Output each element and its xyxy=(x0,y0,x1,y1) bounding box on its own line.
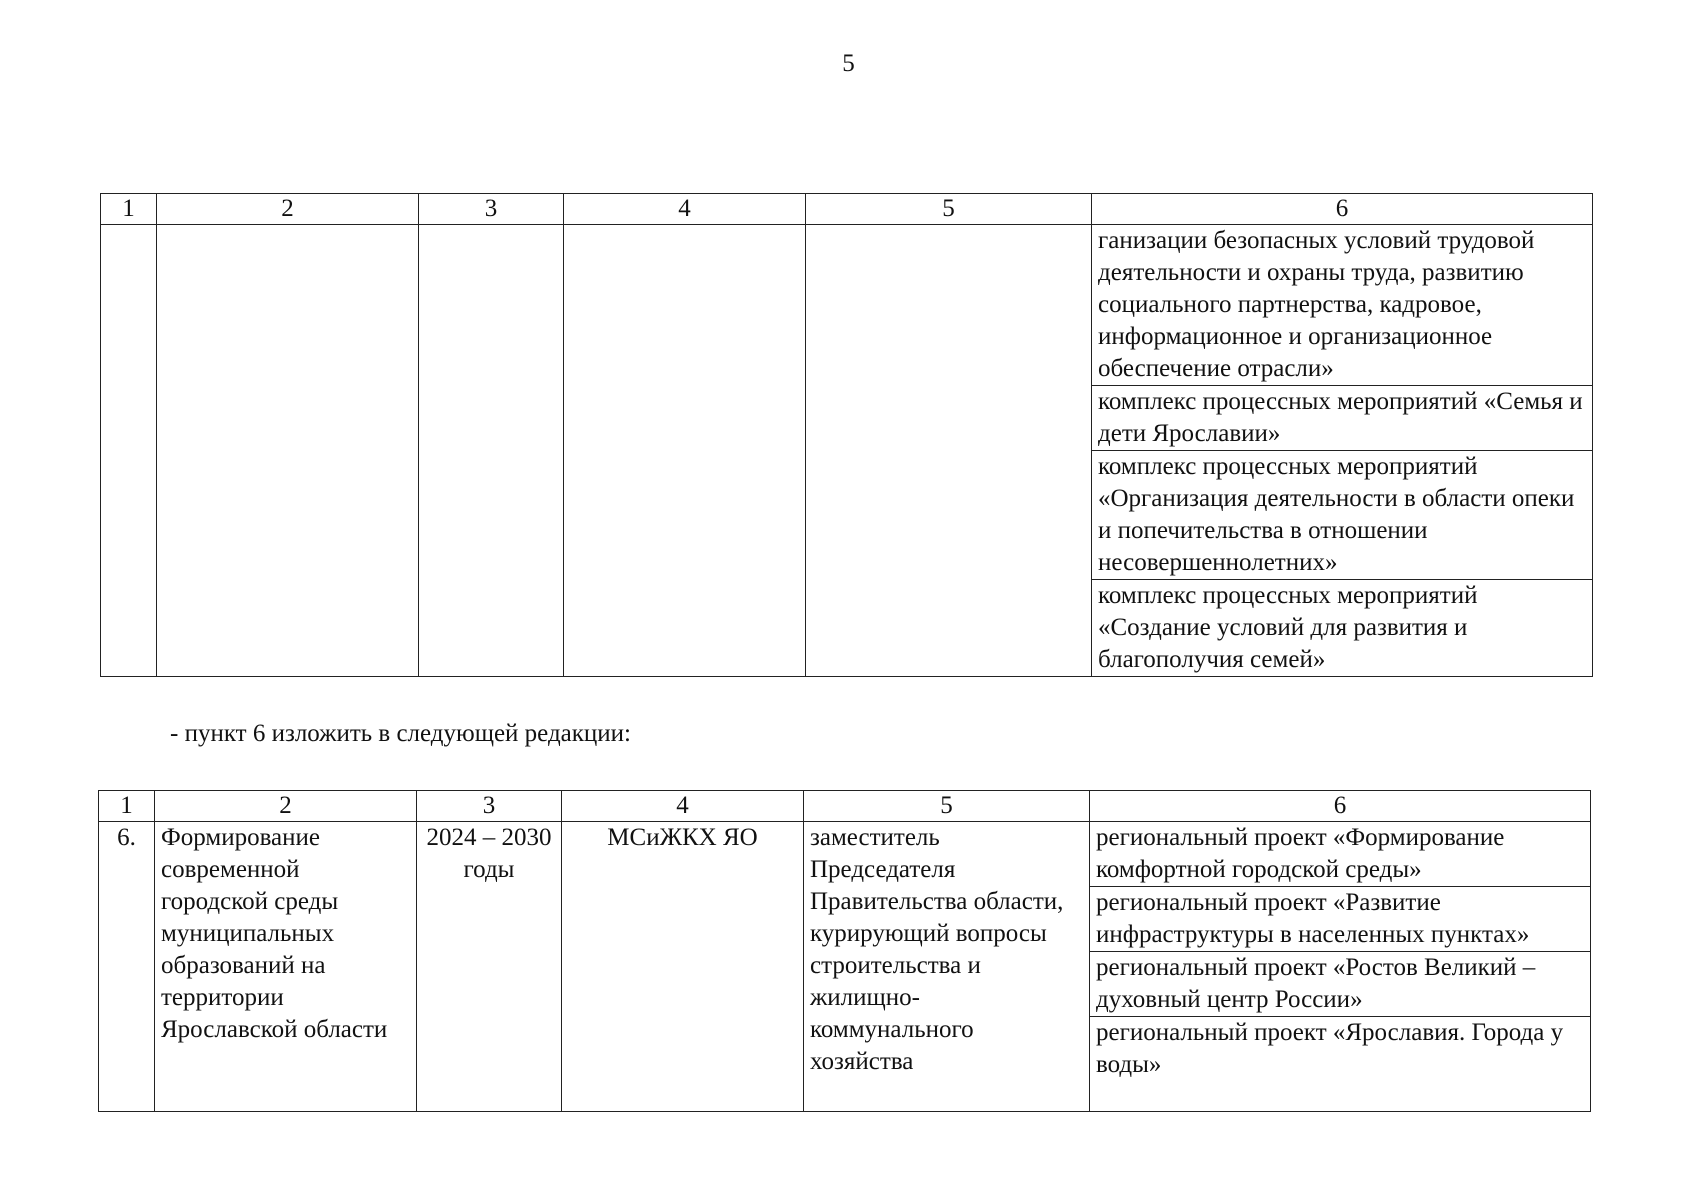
empty-cell xyxy=(419,225,564,677)
activity-item: ганизации безопасных условий трудовой деятельности и охраны труда, развитию социального партнерства, кадровое, информационное и организационное обеспечение отрасли» xyxy=(1098,227,1535,382)
table-continuation xyxy=(100,193,1593,677)
empty-cell xyxy=(101,225,157,677)
project-item: региональный проект «Формирование комфортной городской среды» xyxy=(1096,824,1505,883)
empty-cell xyxy=(157,225,419,677)
header-cell-3: 3 xyxy=(419,194,564,225)
project-item: региональный проект «Ростов Великий – духовный центр России» xyxy=(1090,951,1590,1016)
projects-cell xyxy=(1090,822,1591,1112)
table-row xyxy=(99,822,1591,1112)
header-cell-6: 6 xyxy=(1092,194,1593,225)
header-cell-1: 1 xyxy=(99,791,155,822)
header-cell-6: 6 xyxy=(1090,791,1591,822)
header-cell-4: 4 xyxy=(564,194,806,225)
instruction-text: - пункт 6 изложить в следующей редакции: xyxy=(170,720,631,747)
activity-item: комплекс процессных мероприятий «Организация деятельности в области опеки и попечительства в отношении несовершеннолетних» xyxy=(1092,450,1592,579)
period: 2024 – 2030 годы xyxy=(417,822,562,1112)
table-header-row xyxy=(101,194,1593,225)
empty-cell xyxy=(564,225,806,677)
header-cell-2: 2 xyxy=(155,791,417,822)
activities-cell xyxy=(1092,225,1593,677)
program-name: Формирование современной городской среды муниципальных образований на территории Ярославской области xyxy=(155,822,417,1112)
header-cell-1: 1 xyxy=(101,194,157,225)
table-row xyxy=(101,225,1593,677)
empty-cell xyxy=(806,225,1092,677)
item-number: 6. xyxy=(99,822,155,1112)
project-item: региональный проект «Развитие инфраструктуры в населенных пунктах» xyxy=(1090,886,1590,951)
activity-item: комплекс процессных мероприятий «Семья и дети Ярославии» xyxy=(1092,385,1592,450)
page-number: 5 xyxy=(842,50,855,77)
header-cell-4: 4 xyxy=(562,791,804,822)
executor: МСиЖКХ ЯО xyxy=(562,822,804,1112)
activity-item: комплекс процессных мероприятий «Создание условий для развития и благополучия семей» xyxy=(1092,579,1592,676)
project-item: региональный проект «Ярославия. Города у воды» xyxy=(1090,1016,1590,1081)
table-header-row xyxy=(99,791,1591,822)
header-cell-3: 3 xyxy=(417,791,562,822)
header-cell-5: 5 xyxy=(806,194,1092,225)
table-item-6 xyxy=(98,790,1591,1112)
curator: заместитель Председателя Правительства области, курирующий вопросы строительства и жилищно-коммунального хозяйства xyxy=(804,822,1090,1112)
header-cell-5: 5 xyxy=(804,791,1090,822)
header-cell-2: 2 xyxy=(157,194,419,225)
